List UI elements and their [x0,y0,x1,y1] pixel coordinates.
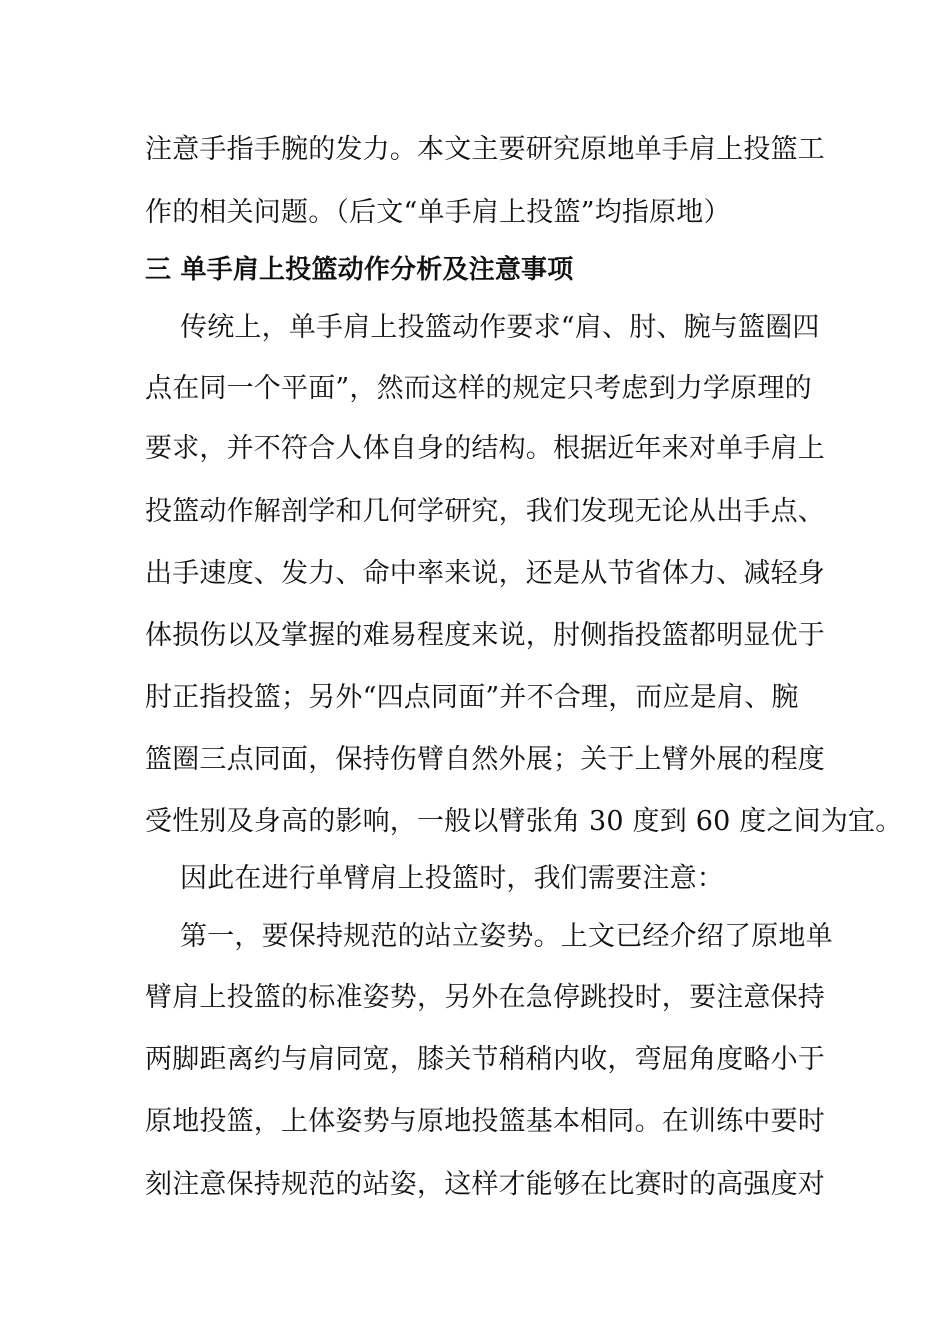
paragraph-line: 出手速度、发力、命中率来说，还是从节省体力、减轻身 [145,558,825,589]
section-heading: 三 单手肩上投篮动作分析及注意事项 [145,255,574,285]
paragraph-line: 臂肩上投篮的标准姿势，另外在急停跳投时，要注意保持 [145,982,825,1013]
paragraph-line: 注意手指手腕的发力。本文主要研究原地单手肩上投篮工 [145,134,825,165]
paragraph-line: 两脚距离约与肩同宽，膝关节稍稍内收，弯屈角度略小于 [145,1044,825,1075]
paragraph-line: 作的相关问题。（后文“单手肩上投篮”均指原地） [145,197,731,228]
paragraph-line: 传统上，单手肩上投篮动作要求“肩、肘、腕与篮圈四 [180,312,820,343]
paragraph-line: 投篮动作解剖学和几何学研究，我们发现无论从出手点、 [145,496,825,527]
paragraph-line: 体损伤以及掌握的难易程度来说，肘侧指投篮都明显优于 [145,620,825,651]
paragraph-line: 刻注意保持规范的站姿，这样才能够在比赛时的高强度对 [145,1169,825,1200]
paragraph-line: 原地投篮，上体姿势与原地投篮基本相同。在训练中要时 [145,1106,825,1137]
paragraph-line: 第一，要保持规范的站立姿势。上文已经介绍了原地单 [180,921,833,952]
paragraph-line: 要求，并不符合人体自身的结构。根据近年来对单手肩上 [145,433,825,464]
paragraph-line: 受性别及身高的影响，一般以臂张角 30 度到 60 度之间为宜。 [145,806,903,837]
paragraph-line: 肘正指投篮；另外“四点同面”并不合理，而应是肩、腕 [145,682,799,713]
paragraph-line: 篮圈三点同面，保持伤臂自然外展；关于上臂外展的程度 [145,744,825,775]
paragraph-line: 点在同一个平面”，然而这样的规定只考虑到力学原理的 [145,373,812,404]
paragraph-line: 因此在进行单臂肩上投篮时，我们需要注意： [180,863,724,894]
